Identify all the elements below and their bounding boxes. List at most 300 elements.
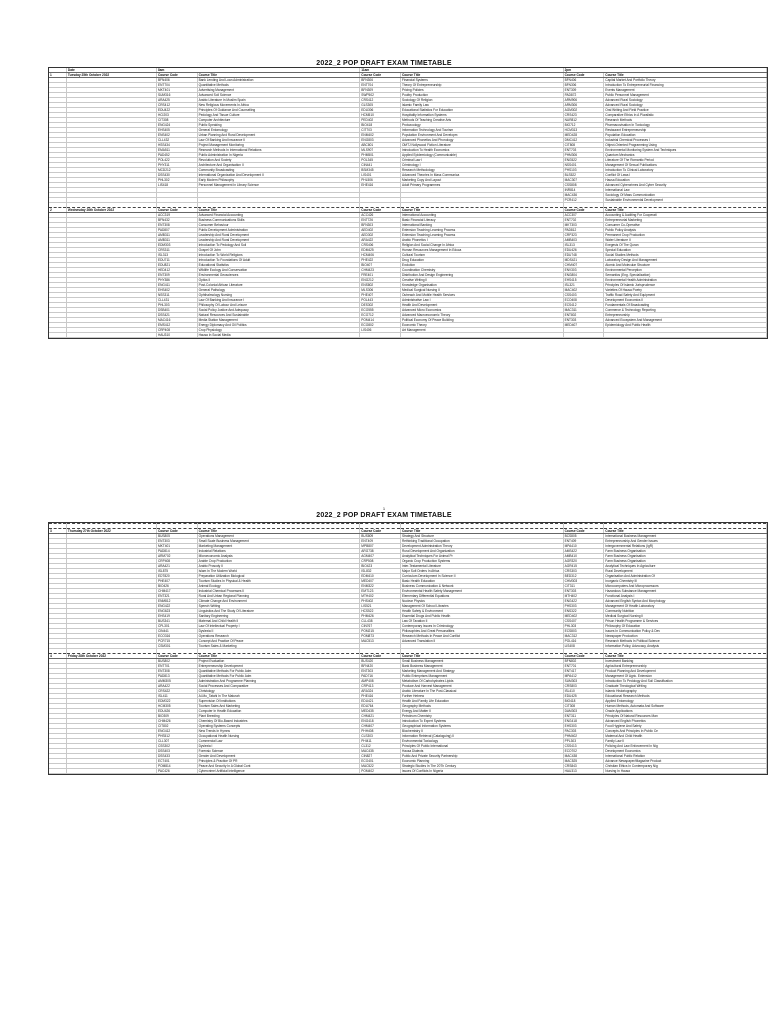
course-title: Public Speaking [197, 123, 360, 128]
course-title: Energy Diplomacy And Oil Politics [197, 323, 360, 328]
course-title-header: Course Title [197, 208, 360, 213]
course-code: ENT409 [360, 539, 401, 544]
course-code: POM215 [360, 629, 401, 634]
course-code: PCR412 [563, 198, 604, 203]
course-code: BIO712 [563, 123, 604, 128]
course-title: Chemistry Of Bio-Based Industries [197, 719, 360, 724]
course-code: ECS412 [563, 303, 604, 308]
course-title: Animal Ecology [197, 584, 360, 589]
course-title: Cybercrime/ Artificial Intelligence [197, 769, 360, 774]
course-code: ISL832 [360, 569, 401, 574]
course-title: Introduction To Clinical Laboratory [604, 168, 767, 173]
course-code: LIS406 [360, 328, 401, 333]
course-code: MAC416 [156, 318, 197, 323]
course-code: POL416 [563, 639, 604, 644]
course-title: Population Education [604, 133, 767, 138]
course-title: Advanced English Syntax And Morphology [604, 599, 767, 604]
course-code: PHI411 [360, 739, 401, 744]
course-title: Arabic Literature In Muslim Spain [197, 98, 360, 103]
course-title: Forensic Science [197, 749, 360, 754]
course-code: PAD872 [563, 93, 604, 98]
course-title: Research Methodology [400, 168, 563, 173]
course-code: DSS430 [156, 173, 197, 178]
course-title: Advanced Rural Sociology [604, 103, 767, 108]
course-code: MTH402 [360, 594, 401, 599]
course-code: HCS522 [360, 609, 401, 614]
course-code: ARM306 [563, 103, 604, 108]
page-number: 1 [382, 506, 386, 511]
course-title: Concepts And Principles In Public Ce [604, 729, 767, 734]
course-title: Hausa Education [604, 178, 767, 183]
course-code: BUS420 [360, 659, 401, 664]
course-title: Management Of Sexual Publications [604, 163, 767, 168]
course-title: Nursing In Hausa [604, 769, 767, 774]
course-title: Exegesis Of The Quran [604, 243, 767, 248]
course-code: EDU422 [156, 108, 197, 113]
course-code: ENT726 [360, 218, 401, 223]
course-code: ECT401 [156, 759, 197, 764]
course-code: PHS303 [563, 604, 604, 609]
course-code: CSS808 [563, 183, 604, 188]
course-title: Cultural Tourism [400, 253, 563, 258]
course-code: PHL506 [360, 178, 401, 183]
course-code: EDU821 [156, 263, 197, 268]
course-title: Bank Business Management [400, 664, 563, 669]
course-code: EHS405 [156, 128, 197, 133]
course-code: PHM306 [563, 153, 604, 158]
course-title: Investment Banking [604, 659, 767, 664]
slot-8am-header: 8am [156, 68, 359, 73]
course-code: EDU764 [360, 704, 401, 709]
course-code: ARA422 [156, 684, 197, 689]
course-code: CL312 [360, 744, 401, 749]
course-title: Marketing Management And Strategy [400, 669, 563, 674]
course-code: ENG422 [156, 604, 197, 609]
course-code: ENT308 [156, 669, 197, 674]
course-code-header: Course Code [563, 654, 604, 659]
course-title: Social Policy Justice And Adequacy [197, 308, 360, 313]
course-code: HCI203 [156, 113, 197, 118]
course-code: DSB401 [156, 308, 197, 313]
course-code: BFN802 [563, 659, 604, 664]
table-row [49, 333, 767, 338]
course-code: CIT703 [360, 128, 401, 133]
course-code: EHS419 [156, 614, 197, 619]
course-code: DSS403 [156, 749, 197, 754]
course-code: BIO407 [360, 263, 401, 268]
course-code: MAC312 [563, 634, 604, 639]
course-code: ENG623 [156, 609, 197, 614]
course-code: ACC307 [563, 213, 604, 218]
course-code: AMB403 [563, 238, 604, 243]
course-title: Product Planning And Development [604, 669, 767, 674]
course-title: Further Hebrew [400, 694, 563, 699]
course-title: Speech Writing [197, 604, 360, 609]
course-code: ARM702 [156, 554, 197, 559]
course-title: New Religious Movements In Africa [197, 103, 360, 108]
course-code: PHE416 [360, 694, 401, 699]
course-title: Management Of Health Laboratory [604, 604, 767, 609]
course-title: Computer Architecture [197, 118, 360, 123]
course-code: AMS422 [563, 549, 604, 554]
course-code: ENT311 [563, 714, 604, 719]
course-title: Poultry Production [400, 93, 563, 98]
course-title: Advertising Management [197, 88, 360, 93]
day-number: 4 [49, 654, 66, 659]
course-code: POL345 [360, 158, 401, 163]
course-title: Petroleum Chemistry [400, 714, 563, 719]
course-title: Hausa In Social Media [197, 333, 360, 338]
course-title: Optics II [197, 278, 360, 283]
course-code: MED407 [360, 579, 401, 584]
course-code: MKT401 [156, 544, 197, 549]
course-title: Personnel Management In Library Science [197, 183, 360, 188]
course-title: Advanced Micro Economics [400, 308, 563, 313]
course-title: Agricultural Entrepreneurship [604, 664, 767, 669]
course-code: AGR320 [563, 559, 604, 564]
course-code: NUR812 [563, 118, 604, 123]
course-title: Philosophies And Great Personalities [400, 629, 563, 634]
course-code: MPB807 [360, 544, 401, 549]
course-code: BLS522 [563, 173, 604, 178]
timetable-body [49, 68, 767, 338]
course-code: CSS413 [563, 744, 604, 749]
course-title: Advanced Ecosystem And Management [604, 318, 767, 323]
course-title: Special Education [604, 248, 767, 253]
course-code: CHM426 [156, 719, 197, 724]
course-title: Consumer Behaviour [197, 223, 360, 228]
course-code: CLL438 [360, 619, 401, 624]
course-code: PAD813 [156, 674, 197, 679]
course-title: Marketing Copy And Layout [400, 178, 563, 183]
page-title: 2022_2 POP DRAFT EXAM TIMETABLE [316, 512, 452, 519]
course-title: Public Administration In Nigeria [197, 153, 360, 158]
course-code: ECO702 [563, 749, 604, 754]
course-code: DSS421 [156, 313, 197, 318]
course-code: PCR715 [156, 639, 197, 644]
course-title: Introduction To Foundations Of Adult [197, 258, 360, 263]
course-code: ISL410 [563, 689, 604, 694]
course-code: CIT308 [563, 704, 604, 709]
course-code: PHS402 [360, 599, 401, 604]
course-code: ISL411 [156, 694, 197, 699]
course-code: PHY311 [156, 163, 197, 168]
course-title: Literature Of The Romantic Period [604, 158, 767, 163]
course-title: Intergovernmental Relations (IgR) [604, 544, 767, 549]
course-code: AMB311 [156, 233, 197, 238]
course-code: PHY386 [156, 278, 197, 283]
course-code: ARA422 [360, 238, 401, 243]
course-code: CRS412 [156, 103, 197, 108]
course-title: General Pathology [197, 288, 360, 293]
course-title-header: Course Title [604, 654, 767, 659]
course-code: MDS421 [563, 258, 604, 263]
course-title: Elementary Differential Equations [400, 594, 563, 599]
course-title: Quantitative Methods For Public Adm [197, 674, 360, 679]
course-title: Business Communications Skills [197, 218, 360, 223]
course-title: Principles Of Natural Resources Man [604, 714, 767, 719]
course-code: EDU306 [360, 108, 401, 113]
course-title: Farm Business Organisation [604, 549, 767, 554]
course-title: Introduction To Pedology And Soil [197, 243, 360, 248]
course-title: Maternal And Child Health [604, 734, 767, 739]
course-code: BUS802 [156, 659, 197, 664]
course-title: Advanced Phonetics And Phonology [400, 138, 563, 143]
course-code: PHM402 [563, 734, 604, 739]
course-code: EDM410 [360, 574, 401, 579]
course-title: Introduction To Health Economics [400, 148, 563, 153]
course-code-header: Course Code [360, 73, 401, 78]
course-code: PHL303 [156, 303, 197, 308]
course-code: CSS403 [563, 293, 604, 298]
course-title: Advanced Cybercrimes And Cyber Security [604, 183, 767, 188]
course-title: New Trends In Hymns [197, 729, 360, 734]
course-code: BCS805 [563, 534, 604, 539]
course-title: Law Of Banking And Insurance I [197, 298, 360, 303]
course-title: Comparative Ethics In A Pluralistic [604, 113, 767, 118]
course-title: Strategy And Structure [400, 534, 563, 539]
course-code: CRS422 [156, 689, 197, 694]
course-code: ECO802 [360, 323, 401, 328]
course-code: GLS305 [360, 103, 401, 108]
slot-2pm-header: 2pm [563, 68, 766, 73]
course-code: CLS303 [360, 734, 401, 739]
course-code: EDM425 [360, 248, 401, 253]
course-title: Object-Oriented Programming Using [604, 143, 767, 148]
course-title: Financial Systems [400, 78, 563, 83]
course-title-header: Course Title [197, 73, 360, 78]
course-title: Pricing Policies [400, 88, 563, 93]
course-title: Rethinking Traditional Occupation [400, 539, 563, 544]
course-code: PED402 [360, 118, 401, 123]
course-code: AGM407 [360, 554, 401, 559]
course-title: Health Safety & Environment [400, 609, 563, 614]
course-title: Information Policy, Advocacy, Analysis [604, 644, 767, 649]
course-code: ENT321 [156, 594, 197, 599]
course-code: PHL303 [563, 624, 604, 629]
course-title: Industrial Chemical Processes I [604, 138, 767, 143]
course-title: Principles Of Public International [400, 744, 563, 749]
course-code-header: Course Code [360, 208, 401, 213]
course-code: ENT409 [563, 539, 604, 544]
course-code: MTH402 [563, 594, 604, 599]
course-title: Urban Planning And Rural Development [197, 133, 360, 138]
course-code: ENM812 [156, 599, 197, 604]
course-title: Permanent Crop Production [604, 233, 767, 238]
course-title: Varieties Of Hausa Poetry [604, 288, 767, 293]
course-title: Prison Health Programme & Services [604, 619, 767, 624]
course-title: Environmental Toxicology [400, 739, 563, 744]
course-title: Commercial Law [197, 739, 360, 744]
course-title: Operations Research [197, 634, 360, 639]
course-code: ARG738 [360, 549, 401, 554]
course-title: Operating Systems Concepts [197, 724, 360, 729]
course-code: ENS402 [156, 133, 197, 138]
course-title: Religion And Social Change In Africa [400, 243, 563, 248]
course-code: BFN309 [360, 88, 401, 93]
course-code: BSM345 [360, 168, 401, 173]
course-code: HSS434 [156, 143, 197, 148]
course-title: Curriculum Development In Science II [400, 574, 563, 579]
course-code-header: Course Code [156, 529, 197, 534]
course-code: PHE407 [360, 293, 401, 298]
course-title: Contemporary Issues In Criminology [400, 624, 563, 629]
course-title: Economic Planning [400, 759, 563, 764]
course-title: Business Communication & Network [400, 584, 563, 589]
timetable-body [49, 524, 767, 774]
course-code: ENT704 [360, 83, 401, 88]
course-code: FRE401 [360, 273, 401, 278]
course-title: Linguistics And The Study Of Literature [197, 609, 360, 614]
course-code: MAC438 [563, 754, 604, 759]
course-title: Oral Writing And Field Practice [604, 108, 767, 113]
course-code-header: Course Code [156, 208, 197, 213]
course-code: ENG422 [563, 599, 604, 604]
course-title: Extension Teaching Learning Process [400, 228, 563, 233]
course-title: Information Retrieval (Cataloguing) II [400, 734, 563, 739]
course-title: Environmental Health Safety Management [400, 589, 563, 594]
course-title: Media Station Management [197, 318, 360, 323]
course-title: Energy And Matter II [400, 709, 563, 714]
table-row [49, 769, 767, 774]
course-code: ENG804 [563, 273, 604, 278]
date-header: Date [66, 68, 156, 73]
course-code: AMB311 [156, 238, 197, 243]
course-code: BIO423 [360, 564, 401, 569]
course-title: Project Management Monitoring [197, 143, 360, 148]
course-code: BFN303 [360, 223, 401, 228]
course-code: DES302 [360, 303, 401, 308]
course-title: Basic Health Education [400, 579, 563, 584]
course-title: Hazardous Substance Management [604, 589, 767, 594]
course-code: ENT704 [156, 83, 197, 88]
course-title: Sociology Of Mass Communication [604, 193, 767, 198]
course-title: Islamic Historiography [604, 689, 767, 694]
course-title: Applied Epidemiology (Communicable) [400, 153, 563, 158]
course-code: CRP413 [360, 684, 401, 689]
course-title: Environmental Geosciences [197, 273, 360, 278]
timetable-sheet [48, 67, 768, 339]
course-title: Oracle Applications [604, 709, 767, 714]
course-code: ENT309 [156, 273, 197, 278]
course-title: Environmental Perception [604, 268, 767, 273]
course-code: CIN441 [156, 629, 197, 634]
course-title: Analytical Techniques For Animal Pr [400, 554, 563, 559]
course-title: Public Enterprises Management [400, 674, 563, 679]
course-code: HAU310 [156, 333, 197, 338]
course-title: Introduction To Entrepreneurial Financing [604, 83, 767, 88]
course-title: Islam In The Modern World [197, 569, 360, 574]
course-title: Organisation And Administration Of [604, 574, 767, 579]
course-title: Restaurant Entrepreneurship [604, 128, 767, 133]
course-title: Analytical Techniques In Agriculture [604, 564, 767, 569]
course-title: International Law [604, 188, 767, 193]
course-title: Inter-Testamental Literature [400, 564, 563, 569]
course-code: PAD812 [563, 228, 604, 233]
course-code [563, 333, 604, 338]
course-title: Environmental Health Administration [604, 278, 767, 283]
course-title: Revolution And Society [197, 158, 360, 163]
course-title: Medical Surgical Nursing II [400, 288, 563, 293]
course-title: Food Hygiene And Safety [604, 724, 767, 729]
course-title: Microeconomic Analysis [197, 554, 360, 559]
course-code: BFN306 [360, 78, 401, 83]
course-title: Christology [197, 689, 360, 694]
course-code: ENS802 [360, 283, 401, 288]
timetable-sheet [48, 522, 768, 775]
course-title: Health And Family Life Education [400, 699, 563, 704]
course-title: Human Methods, Automata And Software [604, 704, 767, 709]
course-code: LIS408 [563, 644, 604, 649]
course-title: Al-Mu_Tatahi In The Maturah [197, 694, 360, 699]
course-code: MAC522 [360, 764, 401, 769]
course-code: EMS412 [156, 323, 197, 328]
course-code: ENG424 [156, 123, 197, 128]
course-code-header: Course Code [563, 208, 604, 213]
course-title: Community Nutrition [604, 609, 767, 614]
course-title-header: Course Title [400, 73, 563, 78]
course-code: ENG418 [360, 719, 401, 724]
course-code: CIT311 [563, 584, 604, 589]
course-code: AGR415 [563, 564, 604, 569]
course-title: Principles Of Islamic Jurisprudence [604, 283, 767, 288]
course-code: EHS415 [563, 278, 604, 283]
course-title: Family Law II [604, 739, 767, 744]
course-code: BUS805 [156, 534, 197, 539]
course-code: ENG522 [563, 158, 604, 163]
course-code: POL443 [360, 298, 401, 303]
course-title: Advanced Translation II [400, 639, 563, 644]
course-title: Dyslexia II [197, 629, 360, 634]
day-number: 1 [49, 73, 66, 78]
course-title: Research Methods In Political Science [604, 639, 767, 644]
course-title: Laboratory Design And Management [604, 258, 767, 263]
course-code: ENM322 [360, 584, 401, 589]
course-title-header: Course Title [604, 73, 767, 78]
course-title: Management Of Agric. Extension [604, 674, 767, 679]
course-title: Community Broadcasting [197, 168, 360, 173]
course-code: BIO418 [360, 123, 401, 128]
row-date-cell [66, 333, 156, 338]
course-code: ENT303 [563, 318, 604, 323]
course-title: Fundamentals Of Broadcasting [604, 303, 767, 308]
course-code: PPL303 [563, 739, 604, 744]
course-title: Hospitality Information Systems [400, 113, 563, 118]
course-title: Rural Development [604, 569, 767, 574]
day-date: Wednesday 26th October 2022 [66, 208, 156, 213]
course-code: PAD814 [156, 549, 197, 554]
course-code: LIS418 [156, 183, 197, 188]
row-index-cell [49, 333, 66, 338]
course-title: Applied Entomology [604, 699, 767, 704]
course-code: ENT703 [563, 148, 604, 153]
course-code: ABC801 [360, 143, 401, 148]
course-code: CIT802 [156, 724, 197, 729]
course-title: Bank Lending And Loan Administration [197, 78, 360, 83]
course-code: BFN306 [563, 83, 604, 88]
course-title: Health And Development [400, 303, 563, 308]
course-code: MED402 [563, 614, 604, 619]
course-code: PHM426 [360, 614, 401, 619]
course-code: ECO408 [563, 298, 604, 303]
course-title: Principles & Practice Of PR [197, 759, 360, 764]
course-title: Early Modern Philosophy [197, 178, 360, 183]
course-code: CIN767 [360, 624, 401, 629]
course-code: PHE422 [360, 258, 401, 263]
course-title: Advanced Financial Accounting [197, 213, 360, 218]
course-title: Gender And Development [197, 754, 360, 759]
course-code: PAD807 [156, 228, 197, 233]
